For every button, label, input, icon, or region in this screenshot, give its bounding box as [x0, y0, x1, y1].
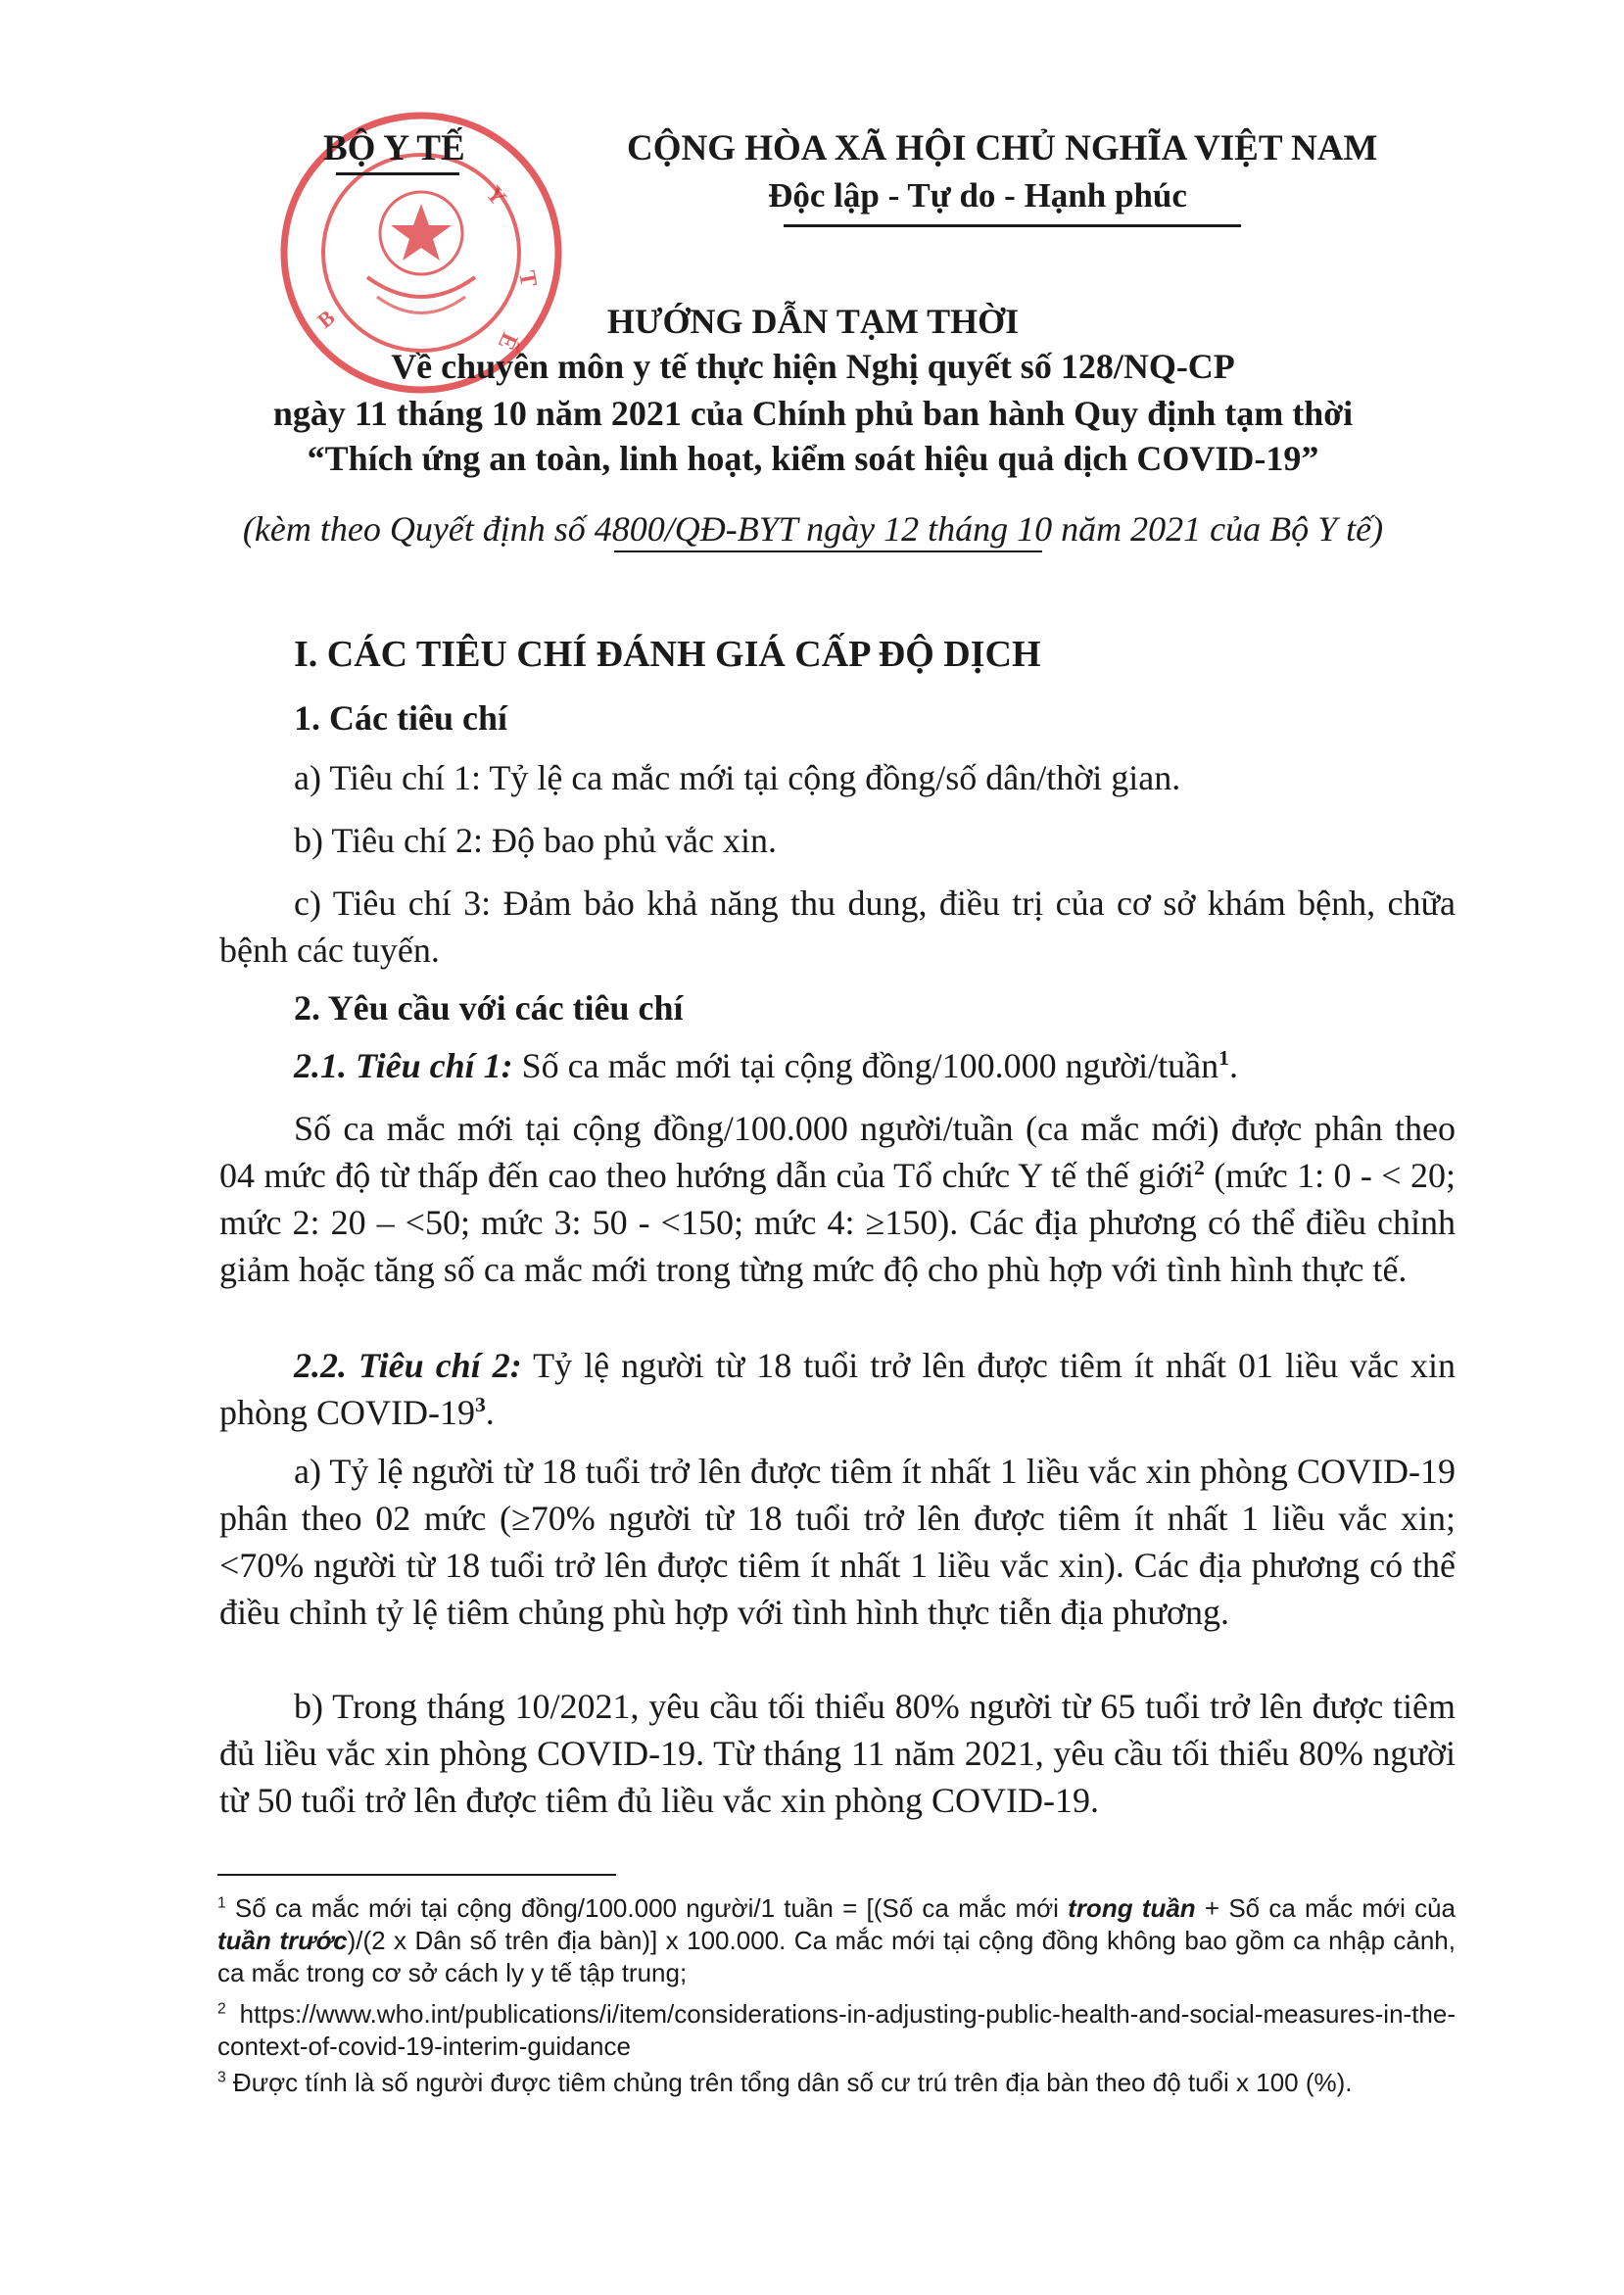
vaccination-paragraph-b: b) Trong tháng 10/2021, yêu cầu tối thiểu 80% người từ 65 tuổi trở lên được tiêm đủ liều vắc xin phòng COVID-19. Từ tháng 11 năm 2021, yêu cầu tối thiểu 80% người từ 50 tuổi trở lên được tiêm đủ liều vắc xin phòng COVID-19. [219, 1687, 1456, 1820]
svg-text:B: B [312, 305, 340, 333]
document-title: HƯỚNG DẪN TẠM THỜI [606, 302, 1020, 341]
footnote-ref-2[interactable]: 2 [1194, 1156, 1205, 1179]
svg-text:Ế: Ế [492, 328, 523, 354]
levels-text-b: (mức 1: 0 - < 20; mức 2: 20 – <50; mức 3: 50 - <150; mức 4: ≥150). Các địa phương có thể điều chỉnh giảm hoặc tăng số ca mắc mới trong từng mức độ cho phù hợp với tình hình thực tế. [219, 1156, 1456, 1289]
criterion-1-detail [219, 1042, 1456, 1089]
footnote-ref-3[interactable]: 3 [474, 1393, 486, 1416]
footnote-1-emph-a: trong tuần [1068, 1893, 1196, 1923]
levels-text-a: Số ca mắc mới tại cộng đồng/100.000 người/tuần (ca mắc mới) được phân theo 04 mức độ từ thấp đến cao theo hướng dẫn của Tổ chức Y tế thế giới [219, 1109, 1456, 1195]
criterion-2-tail: . [485, 1393, 495, 1432]
motto-underline [784, 224, 1241, 227]
svg-text:Y: Y [480, 181, 511, 212]
criterion-1-tail: . [1228, 1046, 1238, 1085]
criterion-c: c) Tiêu chí 3: Đảm bảo khả năng thu dung, điều trị của cơ sở khám bệnh, chữa bệnh các tuyến. [219, 884, 1456, 970]
footnote-1-mark: 1 [217, 1894, 226, 1912]
document-title-line3: ngày 11 tháng 10 năm 2021 của Chính phủ ban hành Quy định tạm thời [272, 394, 1354, 433]
footnote-3-text: Được tính là số người được tiêm chủng trên tổng dân số cư trú trên địa bàn theo độ tuổi x 100 (%). [225, 2068, 1353, 2097]
footnote-2-mark: 2 [217, 2000, 226, 2018]
document-title-line4: “Thích ứng an toàn, linh hoạt, kiểm soát hiệu quả dịch COVID-19” [307, 439, 1319, 478]
footnote-1-text-b: + Số ca mắc mới của [1195, 1893, 1456, 1923]
criterion-b: b) Tiêu chí 2: Độ bao phủ vắc xin. [294, 821, 777, 860]
criterion-2-label: 2.2. Tiêu chí 2: [294, 1346, 522, 1385]
footnote-3-mark: 3 [217, 2069, 226, 2086]
national-title: CỘNG HÒA XÃ HỘI CHỦ NGHĨA VIỆT NAM [627, 128, 1378, 168]
footnote-ref-1[interactable]: 1 [1218, 1046, 1229, 1070]
criterion-a: a) Tiêu chí 1: Tỷ lệ ca mắc mới tại cộng đồng/số dân/thời gian. [294, 758, 1181, 797]
svg-text:T: T [513, 268, 542, 289]
agency-underline [336, 172, 459, 175]
section-heading: I. CÁC TIÊU CHÍ ĐÁNH GIÁ CẤP ĐỘ DỊCH [294, 634, 1041, 675]
decision-reference: (kèm theo Quyết định số 4800/QĐ-BYT ngày 12 tháng 10 năm 2021 của Bộ Y tế) [242, 509, 1384, 549]
footnote-rule [217, 1874, 616, 1876]
document-title-line2: Về chuyên môn y tế thực hiện Nghị quyết số 128/NQ-CP [391, 347, 1235, 386]
subsection-heading-2: 2. Yêu cầu với các tiêu chí [294, 988, 684, 1028]
criterion-2-detail [219, 1342, 1456, 1436]
levels-paragraph [219, 1105, 1456, 1293]
criterion-1-label: 2.1. Tiêu chí 1: [294, 1046, 513, 1085]
footnote-3 [217, 2067, 1456, 2099]
national-motto: Độc lập - Tự do - Hạnh phúc [768, 176, 1187, 215]
criterion-1-text: Số ca mắc mới tại cộng đồng/100.000 người/tuần [512, 1046, 1219, 1085]
footnote-1-emph-b: tuần trước [217, 1926, 348, 1955]
footnote-1-text-c: )/(2 x Dân số trên địa bàn)] x 100.000. Ca mắc mới tại cộng đồng không bao gồm ca nhập cảnh, ca mắc trong cơ sở cách ly y tế tập trung; [217, 1926, 1456, 1987]
footnote-1 [217, 1892, 1456, 1989]
footnote-2 [217, 1998, 1456, 2063]
reference-underline [614, 550, 1042, 552]
subsection-heading-1: 1. Các tiêu chí [294, 698, 507, 738]
criterion-2-text: Tỷ lệ người từ 18 tuổi trở lên được tiêm ít nhất 01 liều vắc xin phòng COVID-19 [219, 1346, 1456, 1432]
issuing-agency: BỘ Y TẾ [323, 128, 465, 168]
vaccination-paragraph-a: a) Tỷ lệ người từ 18 tuổi trở lên được tiêm ít nhất 1 liều vắc xin phòng COVID-19 phân theo 02 mức (≥70% người từ 18 tuổi trở lên được tiêm ít nhất 1 liều vắc xin; <70% người từ 18 tuổi trở lên được tiêm ít nhất 1 liều vắc xin). Các địa phương có thể điều chỉnh tỷ lệ tiêm chủng phù hợp với tình hình thực tiễn địa phương. [219, 1452, 1456, 1632]
footnote-2-link[interactable]: https://www.who.int/publications/i/item/considerations-in-adjusting-public-health-and-social-measures-in-the-context-of-covid-19-interim-guidance [217, 1999, 1456, 2061]
footnote-1-text-a: Số ca mắc mới tại cộng đồng/100.000 người/1 tuần = [(Số ca mắc mới [225, 1893, 1069, 1923]
